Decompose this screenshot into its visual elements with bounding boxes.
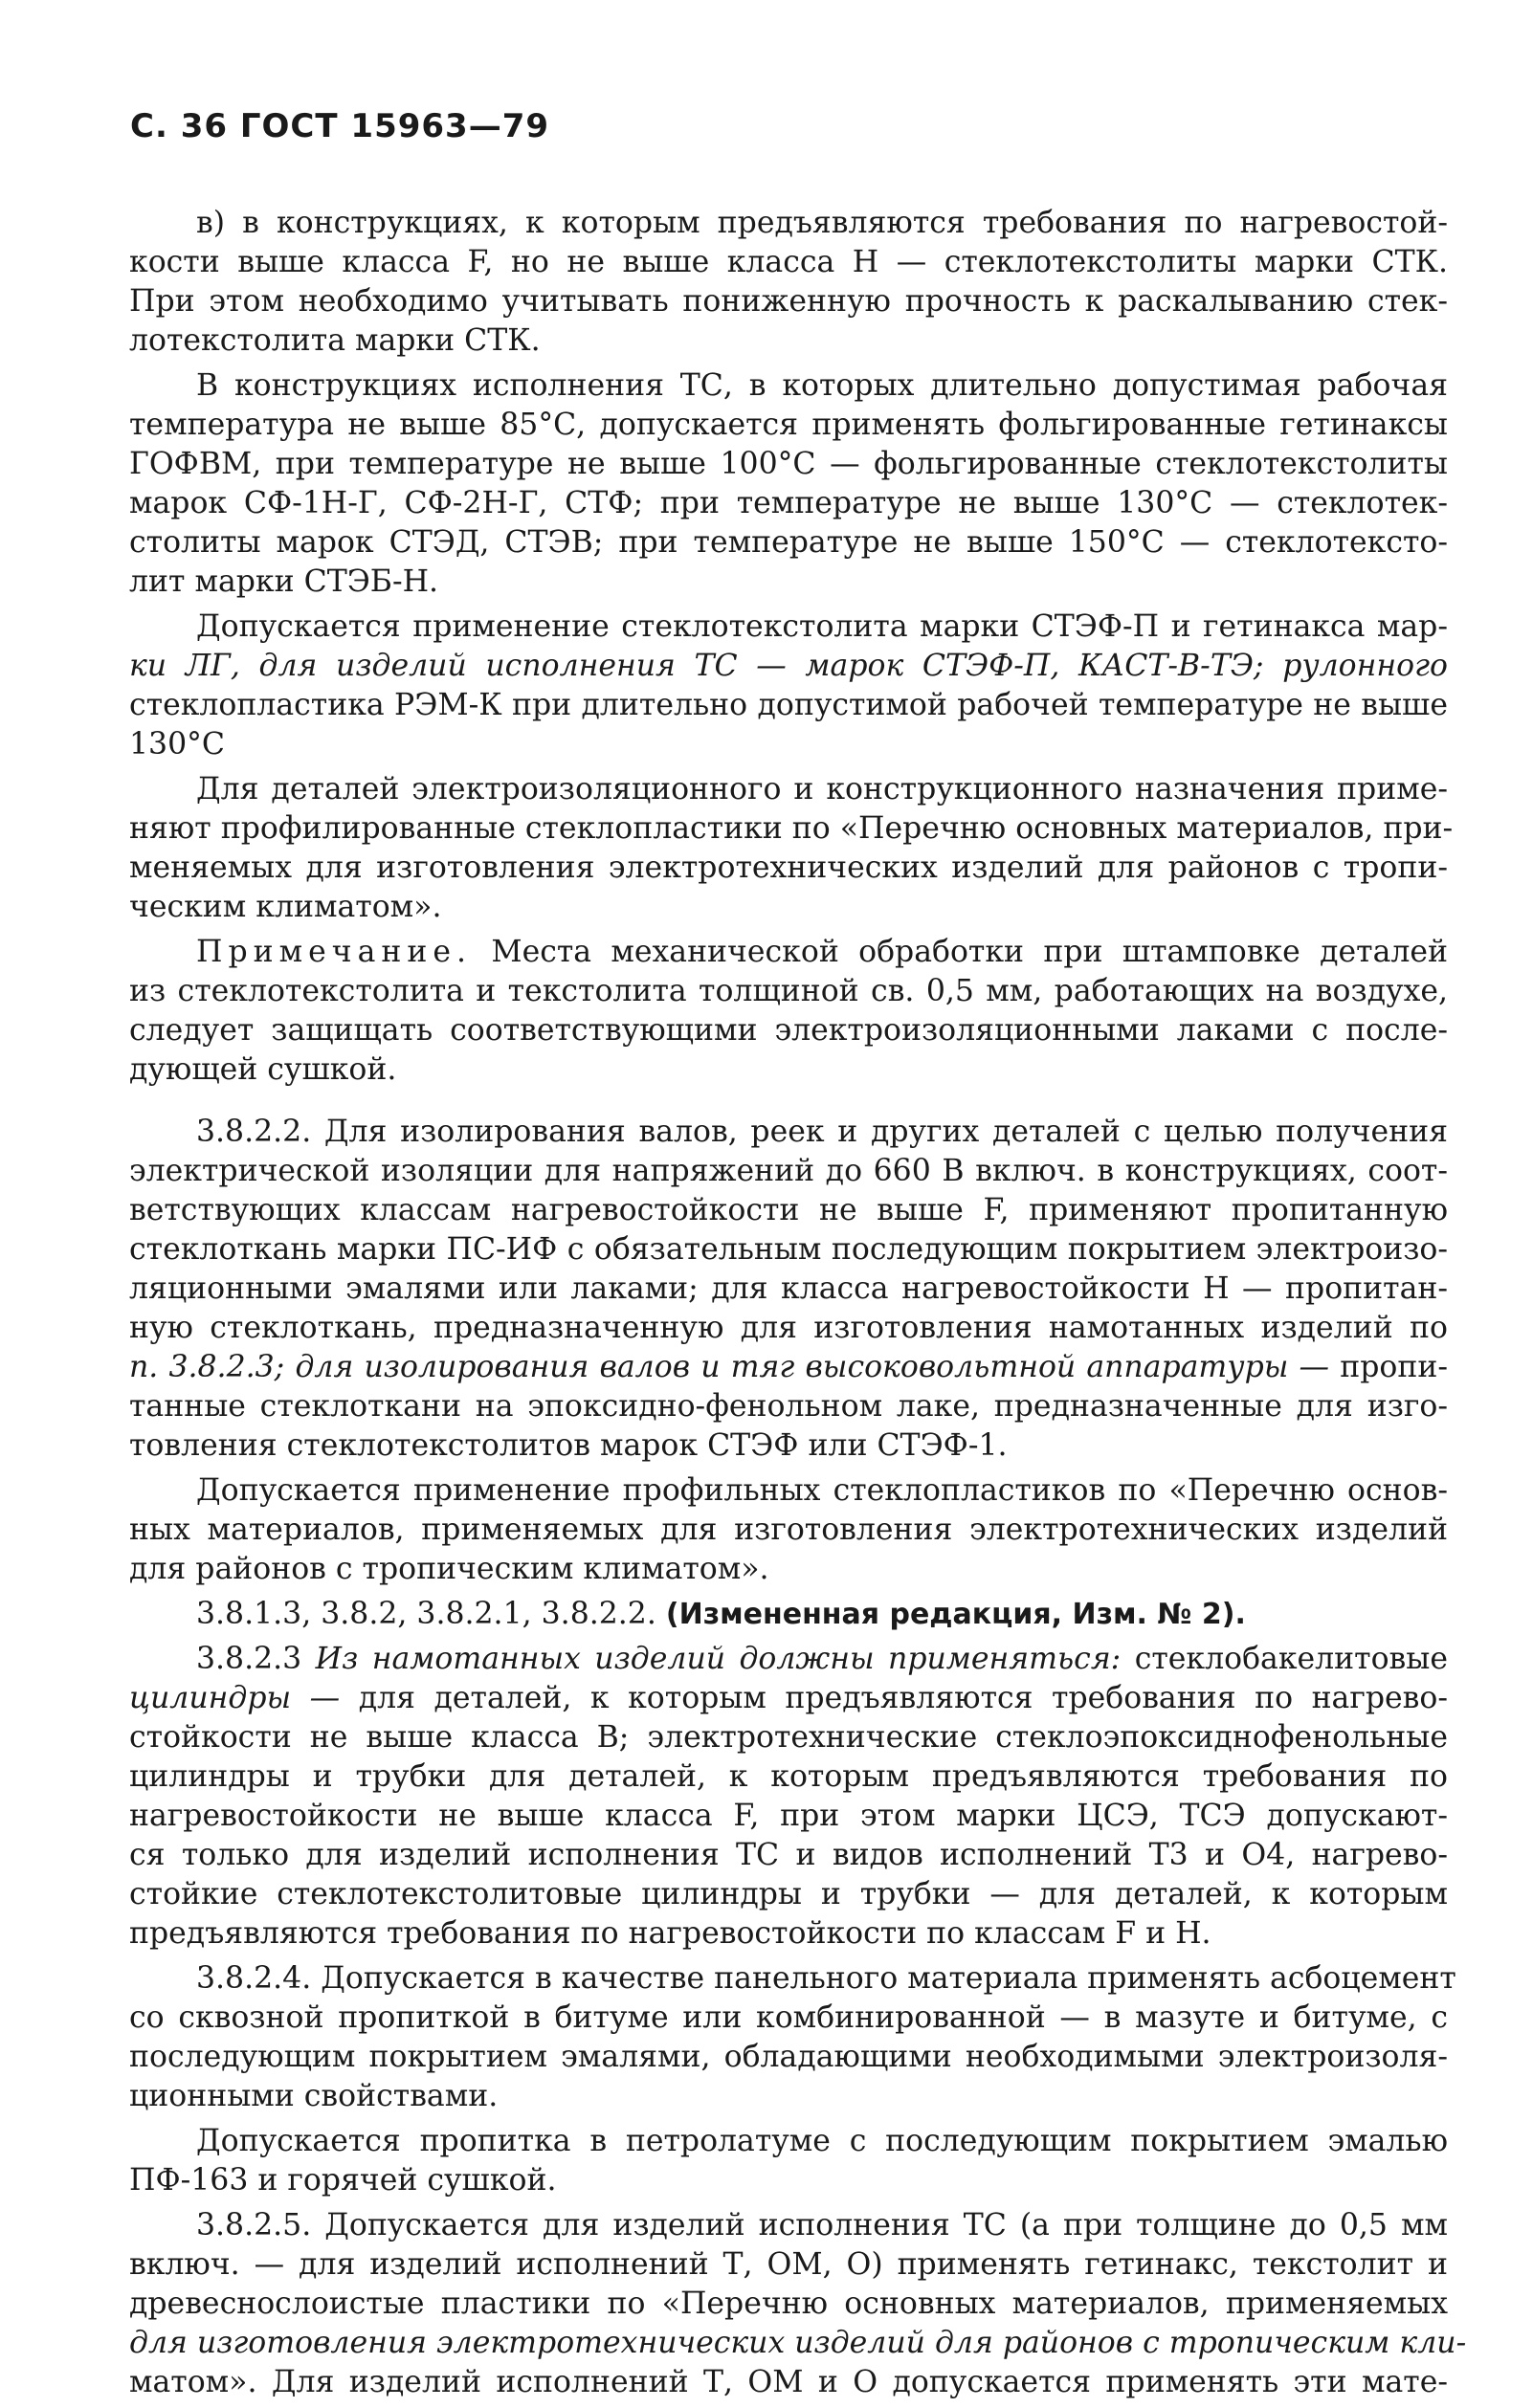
text-line [129,1348,1448,1387]
text-line: марок СФ-1Н-Г, СФ-2Н-Г, СТФ; при температуре не выше 130°С — стеклотек- [129,486,1448,520]
italic-text: п. 3.8.2.3; для изолирования валов и тяг высоковольтной аппаратуры — [129,1350,1341,1384]
document-body [129,204,1467,2408]
text-line [129,933,1448,972]
text-line: цилиндры и трубки для деталей, к которым предъявляются требования по [129,1759,1448,1794]
text-line: Допускается применение профильных стеклопластиков по «Перечню основ- [196,1473,1448,1508]
text-line: столиты марок СТЭД, СТЭВ; при температуре не выше 150°С — стеклотексто- [129,525,1448,560]
text-line: танные стеклоткани на эпоксидно-фенольном лаке, предназначенные для изго- [129,1389,1448,1424]
text-line: ческим климатом». [129,890,442,924]
section-3-8-2-5 [129,2206,1467,2402]
text-line: Допускается применение стеклотекстолита марки СТЭФ-П и гетинакса мар- [196,609,1448,644]
text-line: электрической изоляции для напряжений до 660 В включ. в конструкциях, соот- [129,1154,1448,1188]
italic-text: ки ЛГ, для изделий исполнения ТС — марок СТЭФ-П, КАСТ-В-ТЭ; [129,649,1283,683]
text-line: стеклопластика РЭМ-К при длительно допустимой рабочей температуре не выше [129,688,1448,722]
text-fragment: стеклобакелитовые [1121,1642,1449,1676]
text-line [129,1679,1448,1718]
italic-text: Из намотанных изделий должны применяться: [315,1642,1122,1676]
text-line: матом». Для изделий исполнений Т, ОМ и О допускается применять эти мате- [129,2365,1448,2399]
text-line: включ. — для изделий исполнений Т, ОМ, О) применять гетинакс, текстолит и [129,2247,1448,2282]
text-line: ветствующих классам нагревостойкости не выше F, применяют пропитанную [129,1193,1448,1227]
paragraph-ts-constructions [129,366,1448,602]
section-number: 3.8.2.3 [196,1642,316,1676]
text-line: нагревостойкости не выше класса F, при этом марки ЦСЭ, ТСЭ допускают- [129,1799,1448,1833]
text-line: стойкости не выше класса В; электротехнические стеклоэпоксиднофенольные [129,1720,1448,1755]
text-line: для изготовления электротехнических изделий для районов с тропическим кли- [129,2326,1467,2360]
text-fragment: пропи- [1340,1350,1448,1384]
paragraph-stef-allowed [129,608,1448,764]
text-line: меняемых для изготовления электротехнических изделий для районов с тропи- [129,851,1448,885]
italic-text: цилиндры — [129,1681,359,1715]
text-line: Для деталей электроизоляционного и конструкционного назначения приме- [196,772,1448,806]
italic-text: рулонного [1282,649,1448,683]
text-line: ПФ-163 и горячей сушкой. [129,2163,557,2198]
text-line: кости выше класса F, но не выше класса Н — стеклотекстолиты марки СТК. [129,245,1448,279]
text-line: 3.8.2.2. Для изолирования валов, реек и других деталей с целью получения [196,1115,1448,1149]
text-line: древеснослоистые пластики по «Перечню основных материалов, применяемых [129,2286,1448,2321]
note-text: Места механической обработки при штамповке деталей [472,935,1448,969]
paragraph-petrolatum [129,2122,1448,2200]
text-line: В конструкциях исполнения ТС, в которых длительно допустимая рабочая [196,368,1448,403]
text-line: лит марки СТЭБ-Н. [129,564,439,599]
paragraph-heat-resistance [129,204,1448,361]
paragraph-profiled-fiberglass [129,770,1454,927]
text-line: ляционными эмалями или лаками; для класса нагревостойкости Н — пропитан- [129,1271,1448,1306]
edit-label: (Измененная редакция, Изм. № 2). [665,1598,1246,1631]
text-line [129,1595,1448,1634]
text-line: последующим покрытием эмалями, обладающими необходимыми электроизоля- [129,2040,1448,2074]
text-line: При этом необходимо учитывать пониженную прочность к раскалыванию стек- [129,284,1448,319]
edit-sections: 3.8.1.3, 3.8.2, 3.8.2.1, 3.8.2.2. [196,1597,666,1631]
text-line: со сквозной пропиткой в битуме или комбинированной — в мазуте и битуме, с [129,2000,1448,2035]
note-label: Примечание. [196,935,473,969]
text-line: 3.8.2.4. Допускается в качестве панельного материала применять асбоцемент [196,1961,1456,1996]
paragraph-profile-fiberglass [129,1471,1448,1589]
text-line: 3.8.2.5. Допускается для изделий исполнения ТС (а при толщине до 0,5 мм [196,2208,1448,2242]
text-line: 130°С [129,727,225,762]
section-3-8-2-2 [129,1113,1448,1466]
text-line: ционными свойствами. [129,2079,499,2113]
text-fragment: для деталей, к которым предъявляются требования по нагрево- [358,1681,1448,1715]
text-line: стеклоткань марки ПС-ИФ с обязательным последующим покрытием электроизо- [129,1232,1448,1267]
text-line: лотекстолита марки СТК. [129,323,541,358]
text-line: Допускается пропитка в петролатуме с последующим покрытием эмалью [196,2124,1448,2158]
edit-note [129,1595,1448,1634]
text-line: ную стеклоткань, предназначенную для изготовления намотанных изделий по [129,1311,1448,1345]
text-line [129,647,1448,686]
text-line: ных материалов, применяемых для изготовления электротехнических изделий [129,1513,1448,1547]
text-line: товления стеклотекстолитов марок СТЭФ или СТЭФ-1. [129,1428,1008,1463]
text-line: следует защищать соответствующими электроизоляционными лаками с после- [129,1013,1448,1048]
page-header: С. 36 ГОСТ 15963—79 [130,107,550,145]
text-line: температура не выше 85°С, допускается применять фольгированные гетинаксы [129,408,1448,442]
text-line [129,1640,1448,1679]
text-line: предъявляются требования по нагревостойкости по классам F и Н. [129,1916,1211,1951]
text-line: из стеклотекстолита и текстолита толщиной св. 0,5 мм, работающих на воздухе, [129,974,1448,1008]
text-line: для районов с тропическим климатом». [129,1552,769,1586]
text-line: ГОФВМ, при температуре не выше 100°С — фольгированные стеклотекстолиты [129,447,1448,481]
section-3-8-2-3 [129,1640,1448,1954]
section-3-8-2-4 [129,1959,1456,2116]
note-block [129,933,1448,1090]
text-line: стойкие стеклотекстолитовые цилиндры и трубки — для деталей, к которым [129,1877,1448,1911]
text-line: дующей сушкой. [129,1052,397,1087]
text-line: ся только для изделий исполнения ТС и видов исполнений Т3 и О4, нагрево- [129,1838,1448,1872]
text-line: няют профилированные стеклопластики по «Перечню основных материалов, при- [129,811,1454,846]
text-line: в) в конструкциях, к которым предъявляются требования по нагревостой- [196,206,1448,240]
